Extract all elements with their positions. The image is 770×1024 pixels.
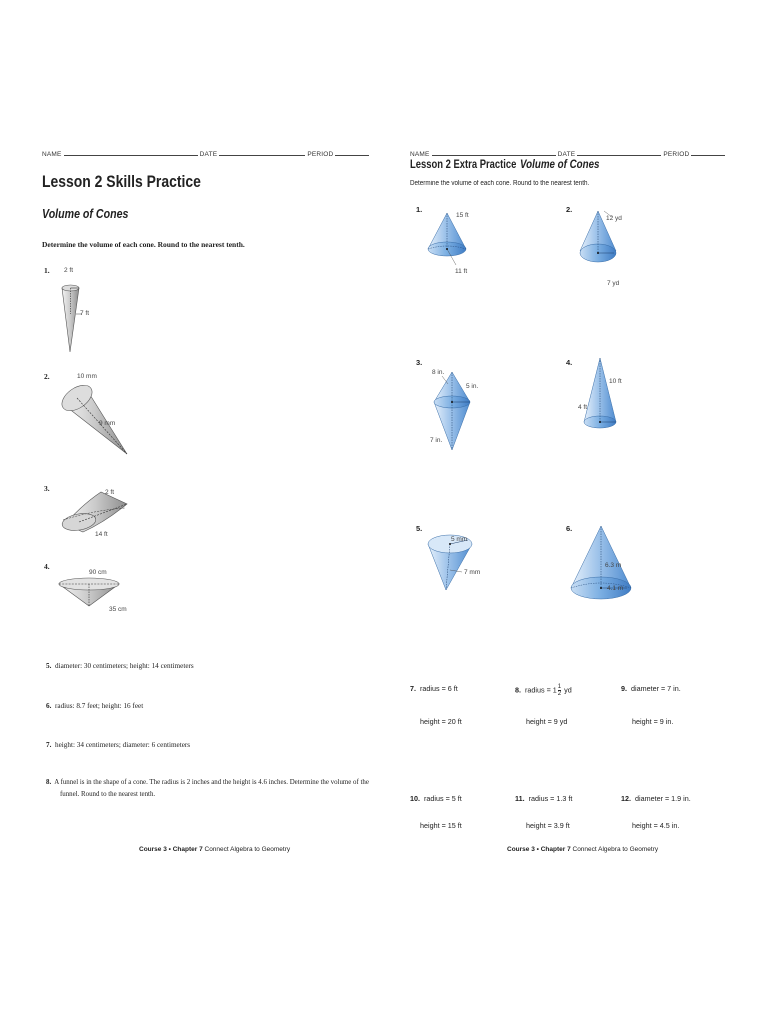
problem-radius: radius = 6 ft: [420, 684, 458, 693]
question-text: radius: 8.7 feet; height: 16 feet: [54, 702, 144, 710]
dim-label: 90 cm: [89, 569, 107, 576]
problem-11: [515, 794, 572, 803]
page-title: Lesson 2 Skills Practice: [42, 172, 201, 191]
instructions: Determine the volume of each cone. Round to the nearest tenth.: [410, 180, 590, 187]
period-label: PERIOD: [663, 151, 690, 158]
figure-number: 3.: [44, 484, 50, 493]
cone-figure-1: [50, 262, 110, 357]
cone-figure-r5: [420, 528, 500, 598]
figure-number: 3.: [416, 358, 423, 367]
problem-9: [621, 684, 681, 693]
figure-number: 2.: [566, 205, 573, 214]
period-line[interactable]: [335, 149, 369, 156]
page-subtitle: Volume of Cones: [42, 207, 129, 221]
problem-10-height: height = 15 ft: [420, 821, 462, 830]
dim-label: 9 mm: [99, 420, 116, 427]
dim-label: 10 mm: [77, 373, 97, 380]
dim-label: 11 ft: [455, 268, 468, 275]
problem-7: [410, 684, 458, 693]
figure-number: 1.: [416, 205, 423, 214]
question-number: 6.: [46, 702, 52, 710]
cone-figure-r2: [570, 205, 640, 295]
name-label: NAME: [42, 151, 62, 158]
right-footer: [507, 846, 658, 853]
question-5: [46, 662, 194, 670]
question-text: diameter: 30 centimeters; height: 14 centimeters: [54, 662, 194, 670]
figure-number: 4.: [566, 358, 573, 367]
dim-label: 4.1 m: [607, 585, 624, 592]
dim-label: 5 mm: [451, 536, 468, 543]
problem-unit: yd: [562, 685, 572, 695]
figure-number: 2.: [44, 372, 50, 381]
problem-radius: radius = 5 ft: [424, 794, 462, 803]
dim-label: 2 ft: [105, 489, 115, 496]
footer-rest: Connect Algebra to Geometry: [204, 846, 291, 853]
problem-diameter: diameter = 7 in.: [631, 684, 681, 693]
problem-diameter: diameter = 1.9 in.: [635, 794, 691, 803]
fraction-numerator: 1: [557, 684, 562, 690]
dim-label: 15 ft: [456, 212, 469, 219]
footer-course: Course 3 • Chapter 7: [139, 846, 203, 853]
cone-figure-r1: [420, 205, 490, 285]
dim-label: 7 yd: [607, 280, 620, 287]
date-label: DATE: [199, 151, 218, 158]
dim-label: 6.3 m: [605, 562, 622, 569]
problem-12: [621, 794, 691, 803]
problem-number: 10.: [410, 794, 420, 803]
dim-label: 7 in.: [430, 437, 443, 444]
figure-number: 4.: [44, 562, 50, 571]
question-8: [46, 779, 369, 786]
dim-label: 8 in.: [432, 369, 445, 376]
page-subtitle: Volume of Cones: [520, 159, 600, 171]
dim-label: 12 yd: [606, 215, 622, 222]
cone-figure-r4: [570, 352, 640, 442]
dim-label: 10 ft: [609, 378, 622, 385]
question-7: [46, 741, 190, 749]
dim-label: 14 ft: [95, 531, 108, 538]
left-footer: [139, 846, 290, 853]
question-8-cont: funnel. Round to the nearest tenth.: [60, 791, 156, 798]
problem-radius: radius = 1: [525, 685, 557, 695]
date-line[interactable]: [219, 149, 305, 156]
question-text: A funnel is in the shape of a cone. The radius is 2 inches and the height is 4.6 inches. Determine the volume of the: [54, 779, 369, 786]
cone-figure-3: [55, 482, 135, 542]
cone-figure-r3: [420, 362, 500, 457]
name-label: NAME: [410, 151, 430, 158]
figure-number: 6.: [566, 524, 573, 533]
dim-label: 35 cm: [109, 606, 127, 613]
date-line[interactable]: [577, 149, 661, 156]
fraction-denominator: 2: [557, 691, 562, 697]
footer-rest: Connect Algebra to Geometry: [572, 846, 659, 853]
dim-label: 2 ft: [64, 267, 74, 274]
right-header: [410, 149, 725, 158]
question-number: 7.: [46, 741, 52, 749]
dim-label: 7 mm: [464, 569, 481, 576]
problem-number: 8.: [515, 685, 521, 695]
name-line[interactable]: [64, 149, 198, 156]
problem-11-height: height = 3.9 ft: [526, 821, 570, 830]
footer-course: Course 3 • Chapter 7: [507, 846, 571, 853]
problem-number: 11.: [515, 794, 525, 803]
name-line[interactable]: [432, 149, 556, 156]
dim-label: 4 ft: [578, 404, 588, 411]
dim-label: 5 in.: [466, 383, 479, 390]
problem-number: 9.: [621, 684, 627, 693]
left-header: [42, 149, 369, 158]
cone-figure-r6: [565, 522, 645, 612]
problem-9-height: height = 9 in.: [632, 717, 674, 726]
question-number: 5.: [46, 662, 52, 670]
question-text: height: 34 centimeters; diameter: 6 centimeters: [54, 741, 191, 749]
period-label: PERIOD: [307, 151, 334, 158]
page-title: Lesson 2 Extra Practice: [410, 159, 517, 171]
problem-number: 12.: [621, 794, 631, 803]
figure-number: 5.: [416, 524, 423, 533]
problem-8-height: height = 9 yd: [526, 717, 568, 726]
figure-number: 1.: [44, 266, 50, 275]
problem-8: [515, 684, 572, 697]
instructions: Determine the volume of each cone. Round to the nearest tenth.: [42, 240, 245, 249]
cone-figure-2: [55, 368, 135, 463]
date-label: DATE: [557, 151, 576, 158]
question-number: 8.: [46, 779, 52, 786]
problem-12-height: height = 4.5 in.: [632, 821, 680, 830]
period-line[interactable]: [691, 149, 725, 156]
fraction: [558, 684, 561, 697]
problem-10: [410, 794, 462, 803]
problem-radius: radius = 1.3 ft: [528, 794, 573, 803]
problem-7-height: height = 20 ft: [420, 717, 462, 726]
question-6: [46, 702, 143, 710]
cone-figure-4: [55, 562, 145, 617]
problem-number: 7.: [410, 684, 416, 693]
dim-label: 7 ft: [80, 310, 90, 317]
